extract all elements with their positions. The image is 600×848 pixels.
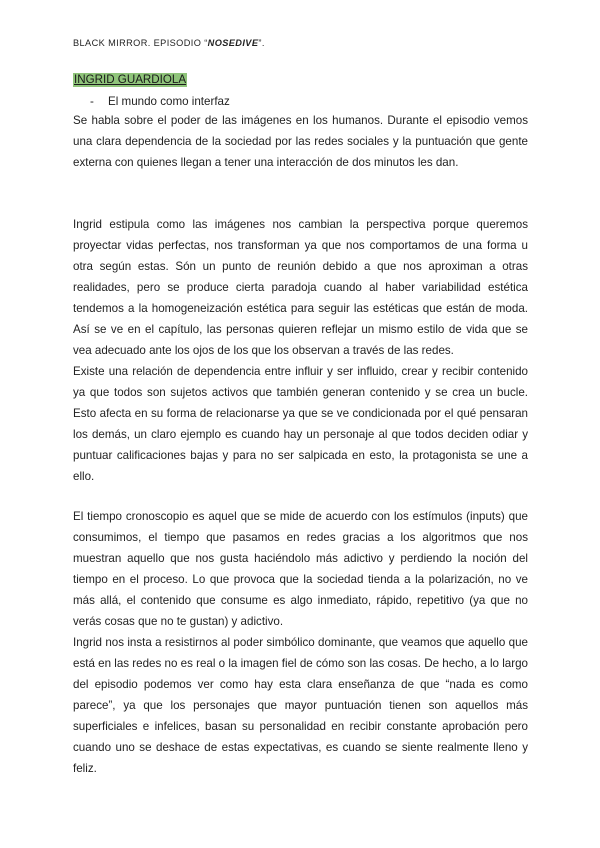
paragraph-2: Ingrid estipula como las imágenes nos cambian la perspectiva porque queremos proyectar vidas perfectas, nos transforman ya que nos comportamos de una forma u otra según estas. Són un punto de reunión debido a que nos aproximan a otras realidades, pero se produce cierta paradoja cuando al haber variabilidad estética tendemos a la homogeneización estética para seguir las estéticas que están de moda. Así se ve en el capítulo, las personas quieren reflejar un mismo estilo de vida que se vea adecuado ante los ojos de los que los observan a través de las redes. — [73, 218, 528, 357]
paragraph-3: Existe una relación de dependencia entre influir y ser influido, crear y recibir contenido ya que todos son sujetos activos que también generan contenido y se crea un bucle. Esto afecta en su forma de relacionarse ya que se ve condicionada por el qué pensaran los demás, un claro ejemplo es cuando hay un personaje al que todos deciden odiar y puntuar calificaciones bajas y para no ser salpicada en esto, la protagonista se une a ello. — [73, 365, 528, 483]
header-suffix: ”. — [258, 38, 265, 48]
paragraph-5: Ingrid nos insta a resistirnos al poder simbólico dominante, que veamos que aquello que está en las redes no es real o la imagen fiel de cómo son las cosas. De hecho, a lo largo del episodio podemos ver como hay esta clara enseñanza de que “nada es como parece”, ya que los personajes que mayor puntuación tienen son aquellos más superficiales e infelices, basan su personalidad en recibir constante aprobación pero cuando uno se deshace de estas expectativas, es cuando se siente realmente lleno y feliz. — [73, 636, 528, 775]
body-block-2 — [73, 214, 528, 487]
section-title: INGRID GUARDIOLA — [74, 73, 187, 86]
document-header — [73, 38, 265, 48]
episode-title: NOSEDIVE — [207, 38, 259, 48]
bullet-marker: - — [90, 95, 94, 108]
body-block-1 — [73, 110, 528, 173]
bullet-text: El mundo como interfaz — [108, 95, 230, 108]
paragraph-1: Se habla sobre el poder de las imágenes en los humanos. Durante el episodio vemos una clara dependencia de la sociedad por las redes sociales y la puntuación que gente externa con quienes llegan a tener una interacción de dos minutos les dan. — [73, 114, 528, 169]
paragraph-4: El tiempo cronoscopio es aquel que se mide de acuerdo con los estímulos (inputs) que consumimos, el tiempo que pasamos en redes gracias a los algoritmos que nos muestran aquello que nos gusta haciéndolo más adictivo y perdiendo la noción del tiempo en el proceso. Lo que provoca que la sociedad tienda a la polarización, no ve más allá, el contenido que consume es algo inmediato, rápido, repetitivo (ya que no verás cosas que no te gustan) y adictivo. — [73, 510, 528, 628]
body-block-3 — [73, 506, 528, 779]
bullet-item — [90, 95, 230, 109]
header-prefix: BLACK MIRROR. EPISODIO “ — [73, 38, 208, 48]
